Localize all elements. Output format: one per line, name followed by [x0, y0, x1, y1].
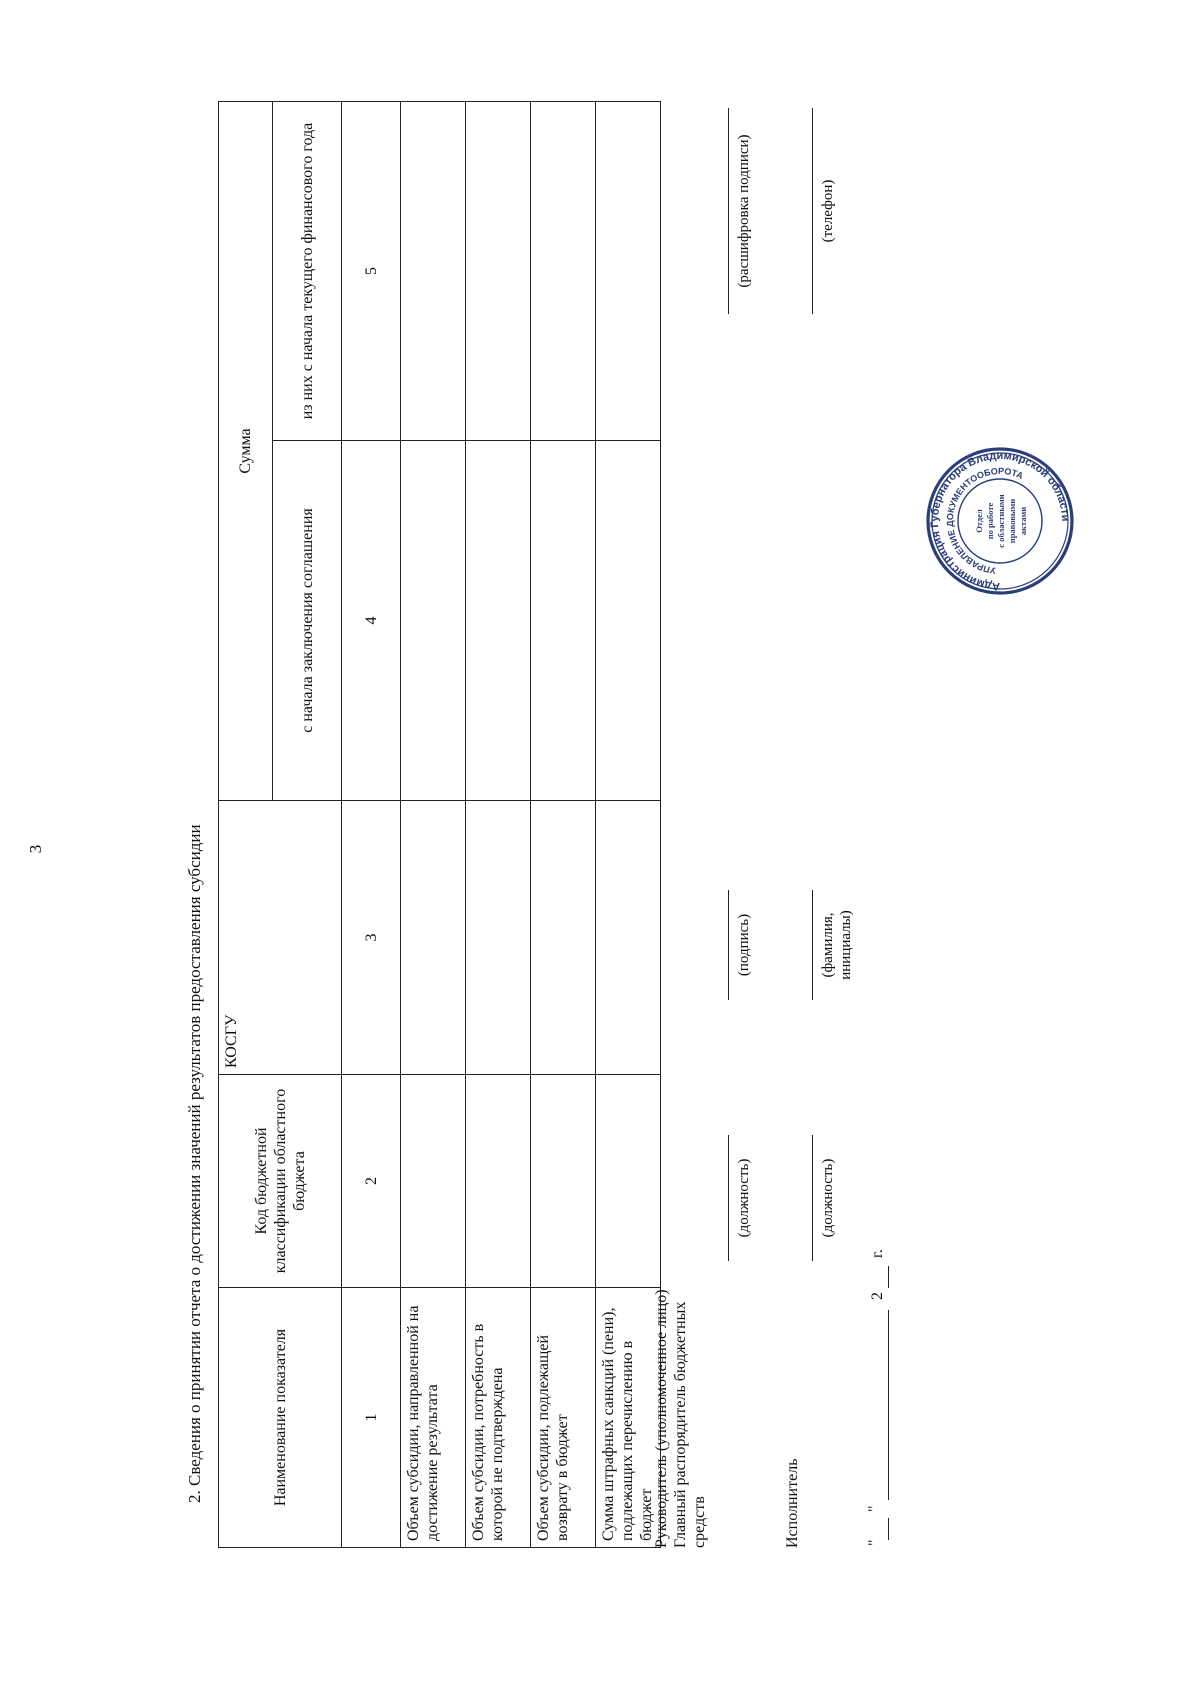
header-budget-code: Код бюджетной классификации областного бюджета: [219, 1075, 342, 1288]
table-cell[interactable]: [401, 102, 466, 441]
executor-name-line[interactable]: [812, 890, 813, 1000]
table-row: [401, 102, 466, 1548]
header-indicator: Наименование показателя: [219, 1288, 342, 1548]
column-number-row: [342, 102, 401, 1548]
table-cell[interactable]: [531, 801, 596, 1075]
table-cell[interactable]: [531, 102, 596, 441]
year-prefix: 2: [869, 1292, 886, 1300]
row-name: Объем субсидии, потребность в которой не подтверждена: [466, 1288, 531, 1548]
table-cell[interactable]: [401, 441, 466, 801]
table-row: [531, 102, 596, 1548]
column-number: 4: [342, 441, 401, 801]
header-sum-from-agreement: с начала заключения соглашения: [273, 441, 342, 801]
column-number: 3: [342, 801, 401, 1075]
table-cell[interactable]: [596, 1075, 661, 1288]
stamp-center-line: актами: [1018, 506, 1028, 536]
table-cell[interactable]: [466, 441, 531, 801]
section-title: 2. Сведения о принятии отчета о достижении значений результатов предоставления субсидии: [185, 824, 204, 1503]
signature-caption: (подпись): [736, 913, 752, 977]
day-line[interactable]: [888, 1518, 889, 1540]
page-number: 3: [26, 844, 45, 854]
row-name: Сумма штрафных санкций (пени), подлежащих перечислению в бюджет: [596, 1288, 661, 1548]
row-name: Объем субсидии, направленной на достижение результата: [401, 1288, 466, 1548]
table-row: [466, 102, 531, 1548]
table-cell[interactable]: [531, 441, 596, 801]
table-cell[interactable]: [466, 102, 531, 441]
table-cell[interactable]: [401, 801, 466, 1075]
executor-position-line[interactable]: [812, 1135, 813, 1261]
executor-position-caption: (должность): [820, 1158, 836, 1238]
decoding-line[interactable]: [728, 108, 729, 314]
stamp-inner-text: УПРАВЛЕНИЕ ДОКУМЕНТООБОРОТА: [944, 465, 1025, 576]
table-cell[interactable]: [596, 102, 661, 441]
table-cell[interactable]: [466, 1075, 531, 1288]
header-sum: Сумма: [219, 102, 273, 801]
stamp-outer-text: Администрация Губернатора Владимирской области: [928, 449, 1072, 593]
year-line[interactable]: [888, 1266, 889, 1288]
table-cell[interactable]: [531, 1075, 596, 1288]
position-caption: (должность): [736, 1158, 752, 1238]
stamp-center-line: Отдел: [974, 509, 984, 533]
column-number: 2: [342, 1075, 401, 1288]
stamp-center-line: по работе: [985, 502, 995, 540]
stamp-center-line: с областными: [996, 494, 1006, 548]
column-number: 1: [342, 1288, 401, 1548]
phone-line[interactable]: [812, 108, 813, 314]
stamp-center-line: правовыми: [1007, 498, 1017, 544]
position-line[interactable]: [728, 1135, 729, 1261]
table-cell[interactable]: [596, 801, 661, 1075]
year-suffix: г.: [869, 1249, 886, 1258]
header-kosgu: КОСГУ: [219, 801, 342, 1075]
table-cell[interactable]: [401, 1075, 466, 1288]
signature-line[interactable]: [728, 890, 729, 1000]
official-seal-icon: [925, 446, 1075, 596]
column-number: 5: [342, 102, 401, 441]
report-table: [218, 101, 661, 1548]
date-quote-open: ": [866, 1539, 883, 1546]
table-row: [596, 102, 661, 1548]
date-quote-close: ": [866, 1505, 883, 1512]
decoding-caption: (расшифровка подписи): [736, 134, 752, 288]
executor-name-caption: (фамилия, инициалы): [820, 910, 854, 980]
table-cell[interactable]: [596, 441, 661, 801]
phone-caption: (телефон): [820, 179, 836, 243]
row-name: Объем субсидии, подлежащей возврату в бюджет: [531, 1288, 596, 1548]
table-header-row: [219, 102, 273, 1548]
head-label: Руководитель (уполномоченное лицо) Главный распорядитель бюджетных средств: [653, 1289, 708, 1548]
month-line[interactable]: [888, 1310, 889, 1500]
executor-label: Исполнитель: [784, 1458, 801, 1548]
header-sum-current-year: из них с начала текущего финансового года: [273, 102, 342, 441]
table-cell[interactable]: [466, 801, 531, 1075]
